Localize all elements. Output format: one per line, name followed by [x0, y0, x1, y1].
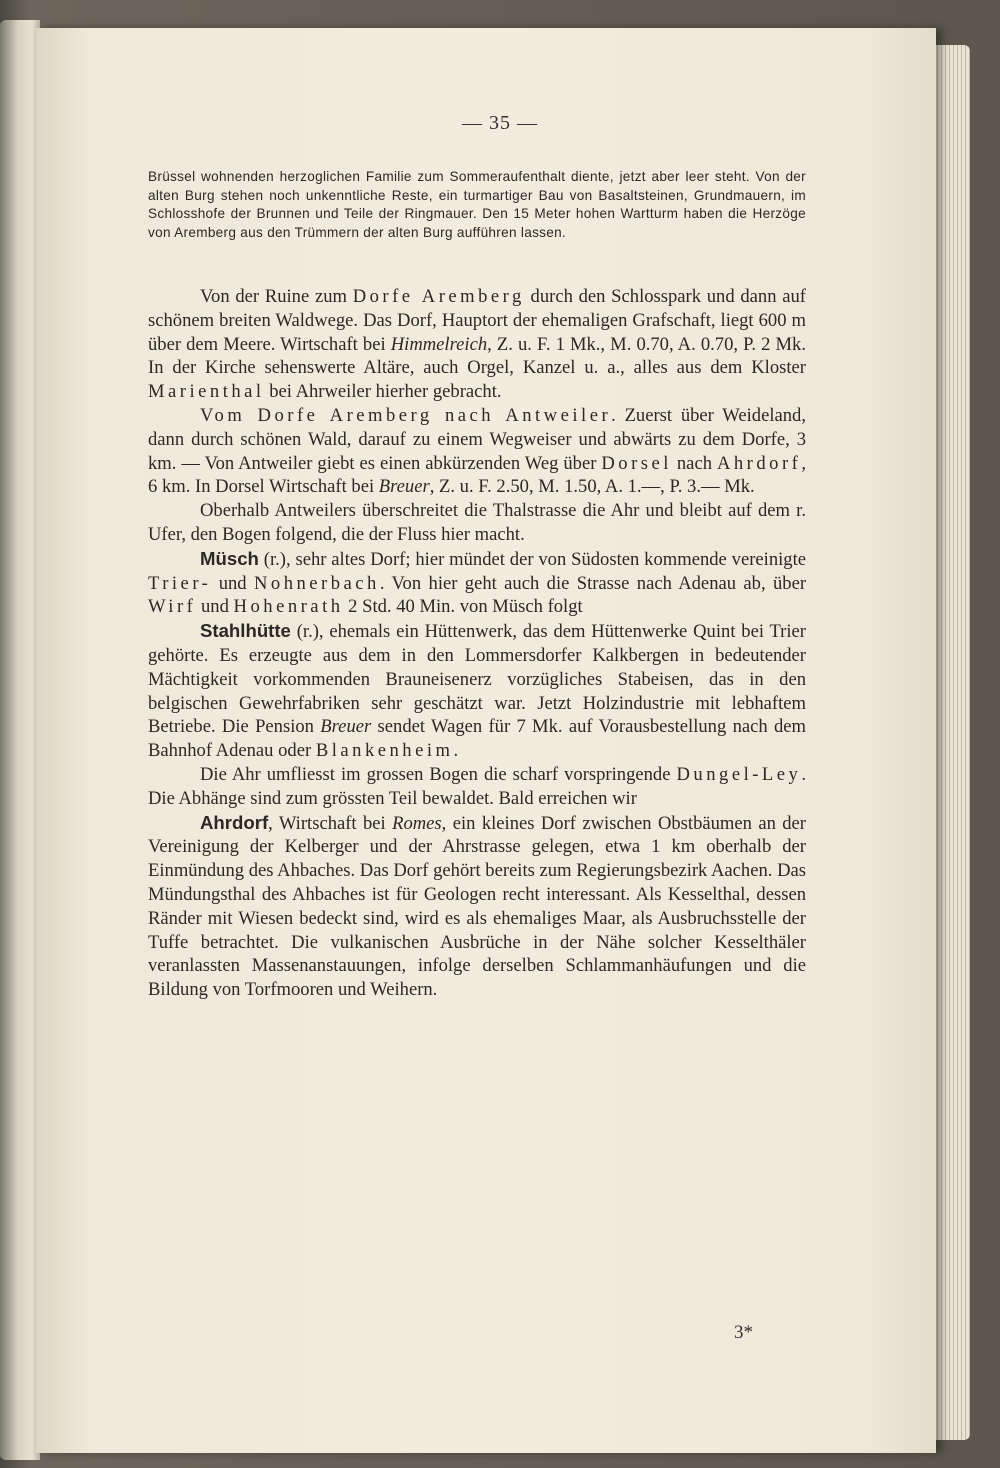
- paragraph-thalstrasse: Oberhalb Antweilers überschreitet die Thalstrasse die Ahr und bleibt auf dem r. Ufer, den Bogen folgend, die der Fluss hier macht.: [148, 500, 806, 545]
- paragraph-antweiler: Vom Dorfe Aremberg nach Antweiler. Zuerst über Weideland, dann durch schönen Wald, darauf zu einem Wegweiser und abwärts zu dem Dorfe, 3 km. — Von Antweiler giebt es einen abkürzenden Weg über Dorsel nach Ahrdorf, 6 km. In Dorsel Wirtschaft bei Breuer, Z. u. F. 2.50, M. 1.50, A. 1.—, P. 3.— Mk.: [148, 404, 807, 498]
- signature-mark: 3*: [734, 1322, 753, 1343]
- paragraph-aremberg: Von der Ruine zum Dorfe Aremberg durch den Schlosspark und dann auf schönem breiten Waldwege. Das Dorf, Hauptort der ehemaligen Grafschaft, liegt 600 m über dem Meere. Wirtschaft bei Himmelreich, Z. u. F. 1 Mk., M. 0.70, A. 0.70, P. 2 Mk. In der Kirche sehenswerte Altäre, auch Orgel, Kanzel u. a., alles aus dem Kloster Marienthal bei Ahrweiler hierher gebracht.: [148, 286, 806, 403]
- left-page-edge: [0, 20, 40, 1460]
- paragraph-ahrdorf: Ahrdorf, Wirtschaft bei Romes, ein kleines Dorf zwischen Obstbäumen an der Vereinigung der Kelberger und der Ahrstrasse gelegen, etwa 1 km oberhalb der Einmündung des Ahbaches. Das Dorf gehört bereits zum Regierungsbezirk Aachen. Das Mündungsthal des Ahbaches ist für Geologen recht interessant. Als Kesselthal, dessen Ränder mit Wiesen bedeckt sind, wird es als ehemaliges Maar, als Ausbruchsstelle der Tuffe betrachtet. Die vulkanischen Ausbrüche in der Nähe solcher Kesselthäler veranlassten Massenanstauungen, infolge derselben Schlammanhäufungen und die Bildung von Torfmooren und Weihern.: [148, 811, 806, 1001]
- page-stack-edge: [930, 45, 970, 1440]
- paragraph-dungel-ley: Die Ahr umfliesst im grossen Bogen die scharf vorspringende Dungel-Ley. Die Abhänge sind zum grössten Teil bewaldet. Bald erreichen wir: [148, 763, 806, 809]
- paragraph-stahlhuette: Stahlhütte (r.), ehemals ein Hüttenwerk, das dem Hüttenwerke Quint bei Trier gehörte. Es erzeugte aus dem in den Lommersdorfer Kalkbergen in bedeutender Mächtigkeit vorkommenden Brauneisenerz vorzügliches Stabeisen, das in den belgischen Gewehrfabriken sehr geschätzt war. Jetzt Holzindustrie mit lebhaftem Betriebe. Die Pension Breuer sendet Wagen für 7 Mk. auf Vorausbestellung nach dem Bahnhof Adenau oder Blankenheim.: [148, 620, 806, 762]
- main-text: [148, 285, 806, 1002]
- paragraph-muesch: Müsch (r.), sehr altes Dorf; hier mündet der von Südosten kommende vereinigte Trier- und Nohnerbach. Von hier geht auch die Strasse nach Adenau ab, über Wirf und Hohenrath 2 Std. 40 Min. von Müsch folgt: [148, 547, 807, 618]
- small-print-paragraph: Brüssel wohnenden herzoglichen Familie zum Sommeraufenthalt diente, jetzt aber leer steht. Von der alten Burg stehen noch unkenntliche Reste, ein turmartiger Bau von Basaltsteinen, Grundmauern, im Schlosshofe der Brunnen und Teile der Ringmauer. Den 15 Meter hohen Wartturm haben die Herzöge von Aremberg aus den Trümmern der alten Burg aufführen lassen.: [148, 169, 806, 240]
- page-number: — 35 —: [462, 112, 538, 134]
